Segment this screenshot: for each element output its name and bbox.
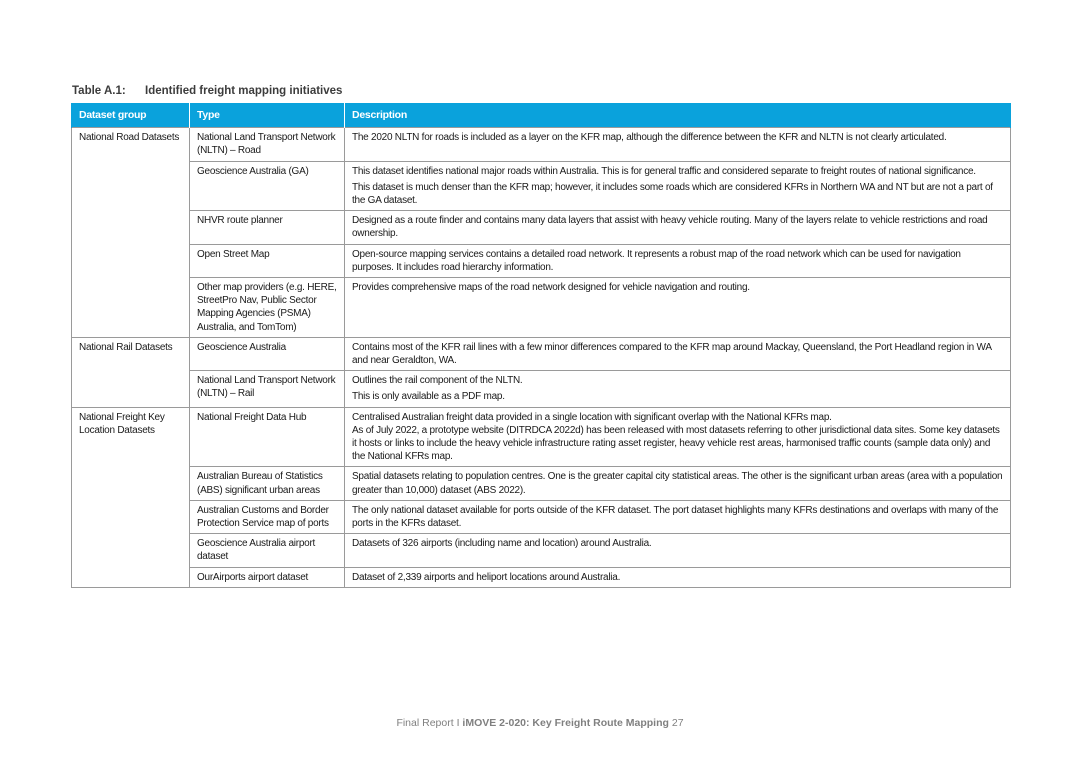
description-cell <box>345 567 1011 587</box>
description-cell <box>345 467 1011 500</box>
table-row <box>72 337 1011 370</box>
table-number: Table A.1: <box>72 85 126 97</box>
table-row <box>72 534 1011 567</box>
description-text: This dataset is much denser than the KFR map; however, it includes some roads which are considered KFRs in Northern WA and NT but are not a part of the GA dataset. <box>352 181 993 207</box>
type-cell: NHVR route planner <box>190 211 345 244</box>
description-text: This dataset identifies national major roads within Australia. This is for general traffic and considered separate to freight routes of national significance. <box>352 165 976 177</box>
description-text: Centralised Australian freight data provided in a single location with significant overlap with the National KFRs map. <box>352 411 832 423</box>
table-row <box>72 128 1011 161</box>
footer-prefix: Final Report <box>396 717 454 729</box>
description-cell <box>345 161 1011 211</box>
description-cell <box>345 211 1011 244</box>
description-cell <box>345 278 1011 338</box>
column-header-dataset-group: Dataset group <box>72 103 190 128</box>
dataset-group-cell: National Freight Key Location Datasets <box>72 407 190 587</box>
description-cell <box>345 534 1011 567</box>
table-row <box>72 371 1011 407</box>
description-text: Dataset of 2,339 airports and heliport locations around Australia. <box>352 571 621 583</box>
description-text: Contains most of the KFR rail lines with a few minor differences compared to the KFR map around Mackay, Queensland, the Port Headland region in WA and near Geraldton, WA. <box>352 341 992 367</box>
type-cell: OurAirports airport dataset <box>190 567 345 587</box>
description-text: The 2020 NLTN for roads is included as a layer on the KFR map, although the difference between the KFR and NLTN is not clearly articulated. <box>352 132 947 144</box>
table-caption <box>72 85 342 97</box>
table-row <box>72 500 1011 533</box>
type-cell: Open Street Map <box>190 244 345 277</box>
description-cell <box>345 337 1011 370</box>
dataset-group-cell: National Road Datasets <box>72 128 190 338</box>
table-row <box>72 211 1011 244</box>
description-text: Open-source mapping services contains a detailed road network. It represents a robust map of the road network which can be used for navigation purposes. It includes road hierarchy information. <box>352 248 961 273</box>
table-row <box>72 407 1011 467</box>
type-cell: Geoscience Australia airport dataset <box>190 534 345 567</box>
type-cell: Australian Bureau of Statistics (ABS) significant urban areas <box>190 467 345 500</box>
table-row <box>72 567 1011 587</box>
description-cell <box>345 500 1011 533</box>
description-text: Outlines the rail component of the NLTN. <box>352 375 523 387</box>
table-title: Identified freight mapping initiatives <box>145 85 343 97</box>
description-text: Provides comprehensive maps of the road network designed for vehicle navigation and routing. <box>352 282 750 294</box>
page-number: 27 <box>671 717 684 729</box>
table-header-row <box>72 103 1011 128</box>
page-footer <box>0 717 1080 729</box>
table-row <box>72 161 1011 211</box>
type-cell: Other map providers (e.g. HERE, StreetPro Nav, Public Sector Mapping Agencies (PSMA) Australia, and TomTom) <box>190 278 345 338</box>
footer-report-title: iMOVE 2-020: Key Freight Route Mapping <box>462 717 669 729</box>
description-cell <box>345 371 1011 407</box>
type-cell: National Land Transport Network (NLTN) – Road <box>190 128 345 161</box>
type-cell: Geoscience Australia (GA) <box>190 161 345 211</box>
table-row <box>72 467 1011 500</box>
description-text: Spatial datasets relating to population centres. One is the greater capital city statistical areas. The other is the significant urban areas (area with a population greater than 10,000) dataset (ABS 2022). <box>352 471 1003 496</box>
freight-mapping-table <box>71 103 1011 588</box>
type-cell: National Freight Data Hub <box>190 407 345 467</box>
description-cell <box>345 244 1011 277</box>
type-cell: Geoscience Australia <box>190 337 345 370</box>
type-cell: Australian Customs and Border Protection Service map of ports <box>190 500 345 533</box>
description-text: The only national dataset available for ports outside of the KFR dataset. The port dataset highlights many KFRs destinations and overlaps with many of the ports in the KFRs dataset. <box>352 504 999 530</box>
description-cell <box>345 407 1011 467</box>
type-cell: National Land Transport Network (NLTN) – Rail <box>190 371 345 407</box>
description-cell <box>345 128 1011 161</box>
footer-separator: I <box>456 717 460 729</box>
description-text: Designed as a route finder and contains many data layers that assist with heavy vehicle routing. Many of the layers relate to vehicle restrictions and road ownership. <box>352 215 988 240</box>
description-text: Datasets of 326 airports (including name and location) around Australia. <box>352 538 652 550</box>
column-header-type: Type <box>190 103 345 128</box>
table-row <box>72 278 1011 338</box>
description-text: As of July 2022, a prototype website (DITRDCA 2022d) has been released with most datasets referring to other jurisdictional data sites. Some key datasets it hosts or links to include the heavy vehicle infrastructure rating asset register, heavy vehicle rest areas, harmonised traffic counts (sample data only) and the National KFRs map. <box>352 424 1000 463</box>
table-row <box>72 244 1011 277</box>
description-text: This is only available as a PDF map. <box>352 391 505 403</box>
dataset-group-cell: National Rail Datasets <box>72 337 190 407</box>
column-header-description: Description <box>345 103 1011 128</box>
